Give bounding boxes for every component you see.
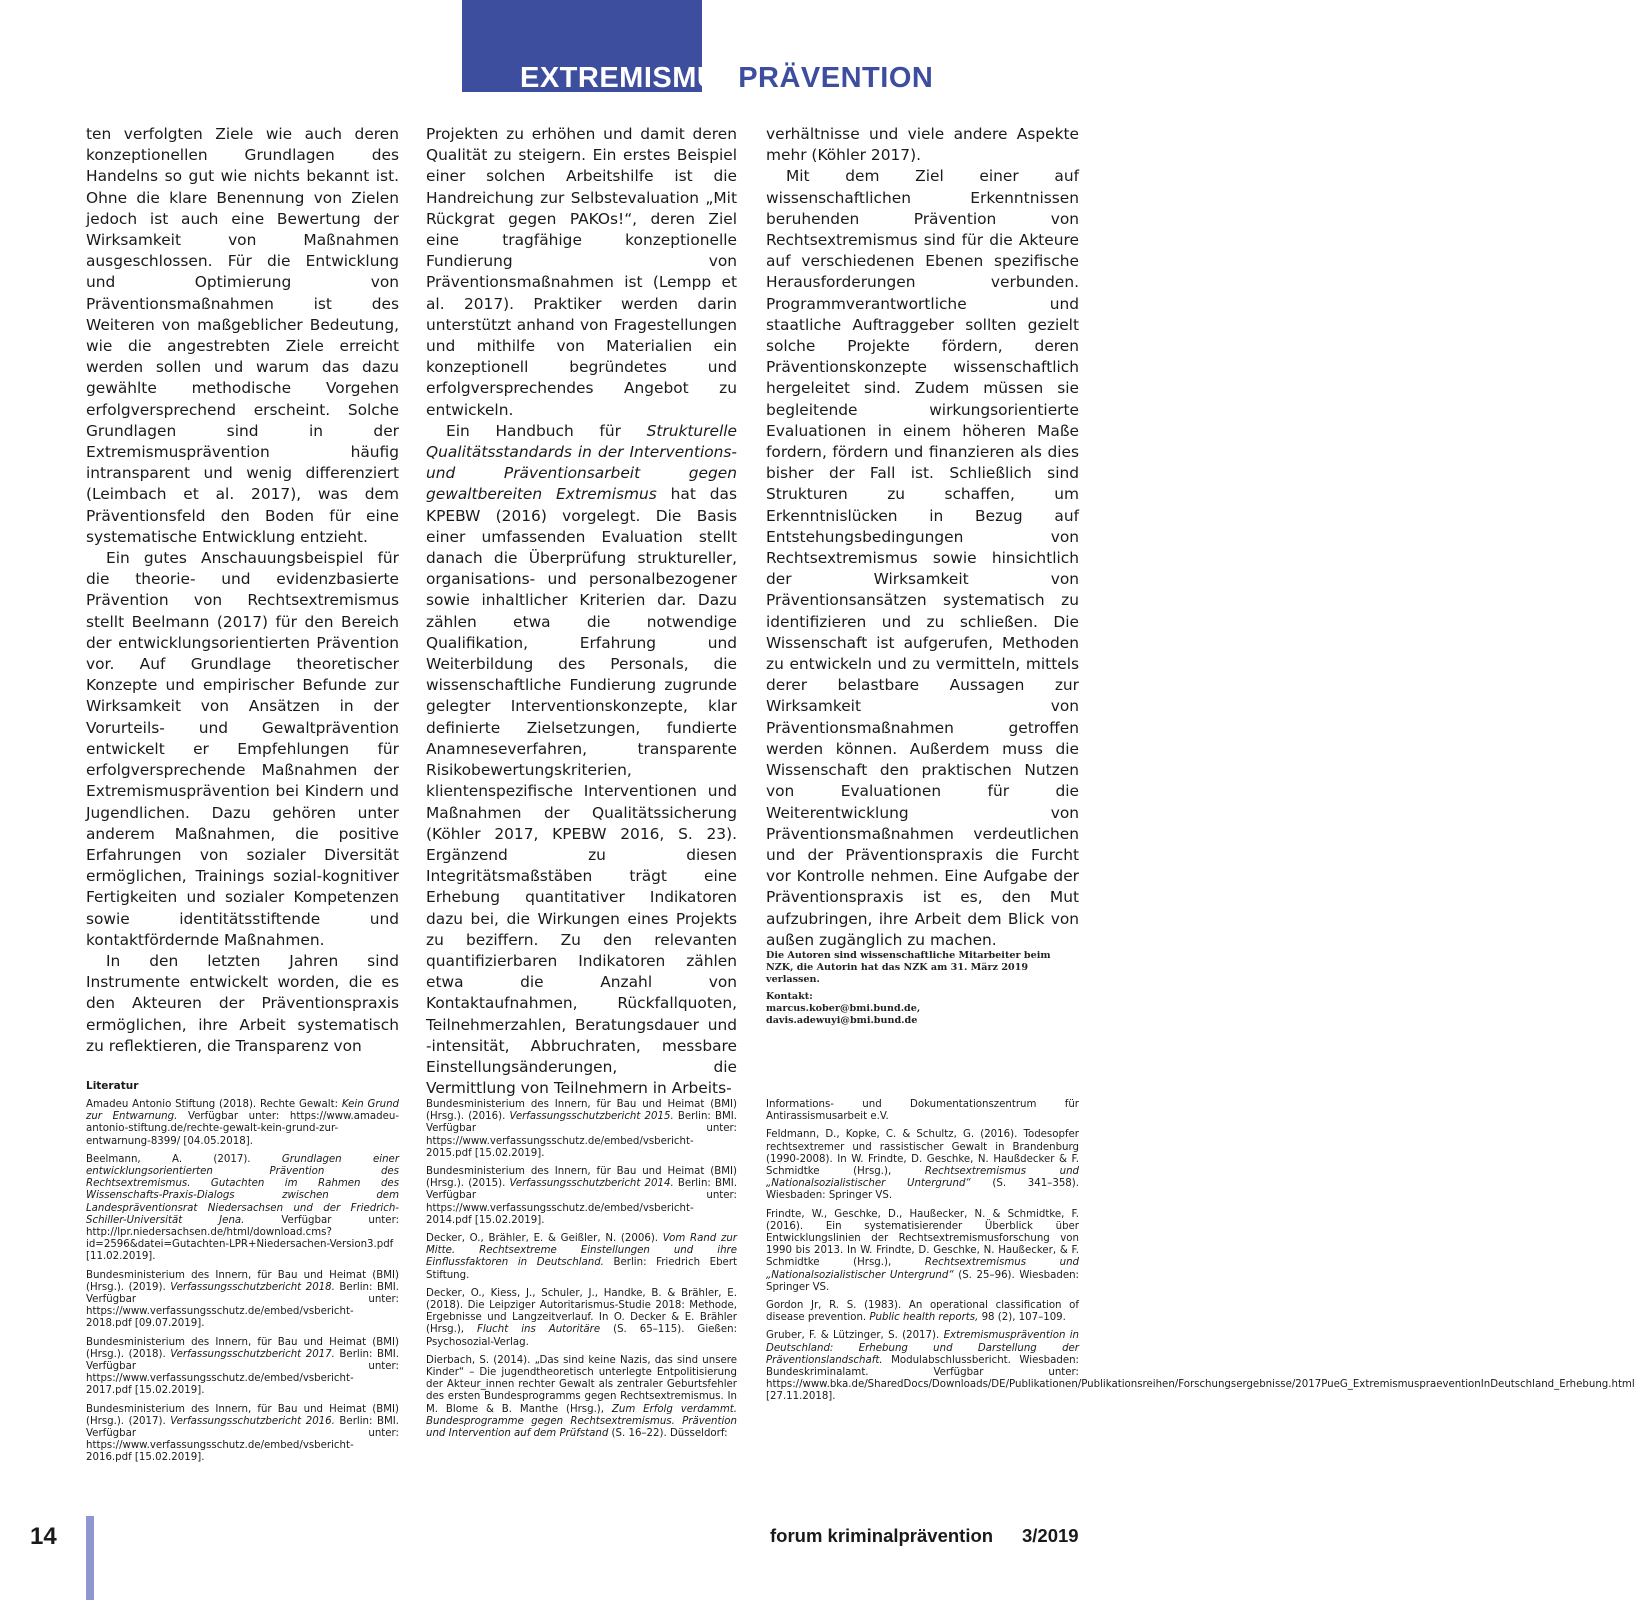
section-title-part2: PRÄVENTION: [738, 62, 934, 94]
literature-heading: Literatur: [86, 1080, 139, 1092]
reference-entry: Bundesministerium des Innern, für Bau und Heimat (BMI) (Hrsg.). (2015). Verfassungsschutzbericht 2014. Berlin: BMI. Verfügbar unter: https://www.verfassungsschutz.de/embed/vsbericht-2014.pdf [15.02.2019].: [426, 1166, 738, 1226]
body-paragraph: ten verfolgten Ziele wie auch deren konzeptionellen Grundlagen des Handelns so gut wie nichts bekannt ist. Ohne die klare Benennung von Zielen jedoch ist auch eine Bewertung der Wirksamkeit von Maßnahmen ausgeschlossen. Für die Entwicklung und Optimierung von Präventionsmaßnahmen ist des Weiteren von maßgeblicher Bedeutung, wie die angestrebten Ziele erreicht werden sollen und warum das dazu gewählte methodische Vorgehen erfolgversprechend erscheint. Solche Grundlagen sind in der Extremismusprävention häufig intransparent und wenig differenziert (Leimbach et al. 2017), was dem Präventionsfeld den Boden für eine systematische Entwicklung entzieht.: [86, 125, 399, 546]
reference-entry: Bundesministerium des Innern, für Bau und Heimat (BMI) (Hrsg.). (2018). Verfassungsschutzbericht 2017. Berlin: BMI. Verfügbar unter: https://www.verfassungsschutz.de/embed/vsbericht-2017.pdf [15.02.2019].: [86, 1336, 399, 1397]
body-text: hat das KPEBW (2016) vorgelegt. Die Basis einer umfassenden Evaluation stellt danach die Überprüfung struktureller, organisations- und personalbezogener sowie inhaltlicher Kriterien dar. Dazu zählen etwa die notwendige Qualifikation, Erfahrung und Weiterbildung des Personals, die wissenschaftliche Fundierung zugrunde gelegter Interventionskonzepte, klar definierte Zielsetzungen, fundierte Anamneseverfahren, transparente Risikobewertungskriterien, klientenspezifische Interventionen und Maßnahmen der Qualitätssicherung (Köhler 2017, KPEBW 2016, S. 23). Ergänzend zu diesen Integritätsmaßstäben trägt eine Erhebung quantitativer Indikatoren dazu bei, die Wirkungen eines Projekts zu beziffern. Zu den relevanten quantifizierbaren Indikatoren zählen etwa die Anzahl von Kontaktaufnahmen, Rückfallquoten, Teilnehmerzahlen, Beratungsdauer und -intensität, Abbruchraten, messbare Einstellungsänderungen, die Vermittlung von Teilnehmern in Arbeits-: [426, 485, 737, 1098]
body-text: Ein Handbuch für: [446, 421, 647, 440]
reference-entry: Bundesministerium des Innern, für Bau und Heimat (BMI) (Hrsg.). (2016). Verfassungsschutzbericht 2015. Berlin: BMI. Verfügbar unter: https://www.verfassungsschutz.de/embed/vsbericht-2015.pdf [15.02.2019].: [426, 1099, 738, 1159]
section-title: [520, 62, 933, 95]
author-note-text: Die Autoren sind wissenschaftliche Mitarbeiter beim NZK, die Autorin hat das NZK am 31. März 2019 verlassen.: [766, 950, 1051, 985]
contact-email: davis.adewuyi@bmi.bund.de: [766, 1015, 918, 1026]
issue-number: 3/2019: [1022, 1525, 1079, 1546]
body-paragraph: verhältnisse und viele andere Aspekte mehr (Köhler 2017).: [766, 125, 1079, 165]
reference-entry: Beelmann, A. (2017). Grundlagen einer entwicklungsorientierten Prävention des Rechtsextremismus. Gutachten im Rahmen des Wissenschafts-Praxis-Dialogs zwischen dem Landespräventionsrat Niedersachsen und der Friedrich-Schiller-Universität Jena. Verfügbar unter: http://lpr.niedersachsen.de/html/download.cms?id=2596&datei=Gutachten-LPR+Niedersachen-Version3.pdf [11.02.2019].: [86, 1153, 400, 1263]
page-number: 14: [30, 1523, 57, 1550]
section-title-part1: EXTREMISMUS: [520, 62, 739, 94]
reference-entry: Decker, O., Brähler, E. & Geißler, N. (2006). Vom Rand zur Mitte. Rechtsextreme Einstellungen und ihre Einflussfaktoren in Deutschland. Berlin: Friedrich Ebert Stiftung.: [426, 1233, 737, 1281]
literature-column-1: [86, 1099, 399, 1471]
reference-entry: Frindte, W., Geschke, D., Haußecker, N. & Schmidtke, F. (2016). Ein systematisierender Überblick über Entwicklungslinien der Rechtsextremismusforschung von 1990 bis 2013. In W. Frindte, D. Geschke, N. Haußecker, & F. Schmidtke (Hrsg.), Rechtsextremismus und „Nationalsozialistischer Untergrund“ (S. 25–96). Wiesbaden: Springer VS.: [766, 1208, 1079, 1293]
body-column-3: [766, 124, 1079, 951]
reference-entry: Amadeu Antonio Stiftung (2018). Rechte Gewalt: Kein Grund zur Entwarnung. Verfügbar unter: https://www.amadeu-antonio-stiftung.de/rechte-gewalt-kein-grund-zur-entwarnung-8399/ [04.05.2018].: [86, 1099, 399, 1147]
author-note: [766, 950, 1079, 1027]
body-column-1: [86, 124, 399, 1057]
contact-email: marcus.kober@bmi.bund.de,: [766, 1003, 921, 1014]
reference-entry: Informations- und Dokumentationszentrum für Antirassismusarbeit e.V.: [766, 1099, 1079, 1123]
body-paragraph: Ein gutes Anschauungsbeispiel für die theorie- und evidenzbasierte Prävention von Rechtsextremismus stellt Beelmann (2017) für den Bereich der entwicklungsorientierten Prävention vor. Auf Grundlage theoretischer Konzepte und empirischer Befunde zur Wirksamkeit von Ansätzen in der Vorurteils- und Gewaltprävention entwickelt er Empfehlungen für erfolgversprechende Maßnahmen der Extremismusprävention bei Kindern und Jugendlichen. Dazu gehören unter anderem Maßnahmen, die positive Erfahrungen von sozialer Diversität ermöglichen, Trainings sozial-kognitiver Fertigkeiten und sozialer Kompetenzen sowie identitätsstiftende und kontaktfördernde Maßnahmen.: [86, 549, 399, 949]
body-paragraph: Mit dem Ziel einer auf wissenschaftlichen Erkenntnissen beruhenden Prävention von Rechtsextremismus sind für die Akteure auf verschiedenen Ebenen spezifische Herausforderungen verbunden. Programmverantwortliche und staatliche Auftraggeber sollten gezielt solche Projekte fördern, deren Präventionskonzepte wissenschaftlich hergeleitet sind. Zudem müssen sie begleitende wirkungsorientierte Evaluationen in einem höheren Maße fordern, fördern und finanzieren als dies bisher der Fall ist. Schließlich sind Strukturen zu schaffen, um Erkenntnislücken in Bezug auf Entstehungsbedingungen von Rechtsextremismus sowie hinsichtlich der Wirksamkeit von Präventionsansätzen systematisch zu identifizieren und zu schließen. Die Wissenschaft ist aufgerufen, Methoden zu entwickeln und zu vermitteln, mittels derer belastbare Aussagen zur Wirksamkeit von Präventionsmaßnahmen getroffen werden können. Außerdem muss die Wissenschaft den praktischen Nutzen von Evaluationen für die Weiterentwicklung von Präventionsmaßnahmen verdeutlichen und der Präventionspraxis die Furcht vor Kontrolle nehmen. Eine Aufgabe der Präventionspraxis ist es, den Mut aufzubringen, ihre Arbeit dem Blick von außen zugänglich zu machen.: [766, 167, 1079, 949]
book-title: Strukturelle Qualitätsstandards in der Interventions- und Präventionsarbeit gegen gewaltbereiten Extremismus: [426, 421, 737, 504]
reference-entry: Bundesministerium des Innern, für Bau und Heimat (BMI) (Hrsg.). (2017). Verfassungsschutzbericht 2016. Berlin: BMI. Verfügbar unter: https://www.verfassungsschutz.de/embed/vsbericht-2016.pdf [15.02.2019].: [86, 1403, 399, 1464]
reference-entry: Bundesministerium des Innern, für Bau und Heimat (BMI) (Hrsg.). (2019). Verfassungsschutzbericht 2018. Berlin: BMI. Verfügbar unter: https://www.verfassungsschutz.de/embed/vsbericht-2018.pdf [09.07.2019].: [86, 1269, 399, 1330]
contact-label: Kontakt:: [766, 991, 813, 1002]
literature-column-2: [426, 1099, 737, 1446]
body-paragraph: In den letzten Jahren sind Instrumente entwickelt worden, die es den Akteuren der Präventionspraxis ermöglichen, ihre Arbeit systematisch zu reflektieren, die Transparenz von: [86, 951, 399, 1055]
reference-entry: Decker, O., Kiess, J., Schuler, J., Handke, B. & Brähler, E. (2018). Die Leipziger Autoritarismus-Studie 2018: Methode, Ergebnisse und Langzeitverlauf. In O. Decker & E. Brähler (Hrsg.), Flucht ins Autoritäre (S. 65–115). Gießen: Psychosozial-Verlag.: [426, 1287, 738, 1348]
magazine-name: forum kriminalprävention: [770, 1525, 994, 1546]
reference-entry: Feldmann, D., Kopke, C. & Schultz, G. (2016). Todesopfer rechtsextremer und rassistischer Gewalt in Brandenburg (1990-2008). In W. Frindte, D. Geschke, N. Haußdecker & F. Schmidtke (Hrsg.), Rechtsextremismus und „Nationalsozialistischer Untergrund“ (S. 341–358). Wiesbaden: Springer VS.: [766, 1129, 1079, 1202]
body-paragraph: [426, 421, 737, 1100]
reference-entry: Dierbach, S. (2014). „Das sind keine Nazis, das sind unsere Kinder“ – Die jugendtheoretisch unterlegte Entpolitisierung der Akteur_innen rechter Gewalt als zentraler Geburtsfehler des ersten Bundesprogramms gegen Rechtsextremismus. In M. Blome & B. Manthe (Hrsg.), Zum Erfolg verdammt. Bundesprogramme gegen Rechtsextremismus. Prävention und Intervention auf dem Prüfstand (S. 16–22). Düsseldorf:: [426, 1354, 737, 1440]
body-paragraph: Projekten zu erhöhen und damit deren Qualität zu steigern. Ein erstes Beispiel einer solchen Arbeitshilfe ist die Handreichung zur Selbstevaluation „Mit Rückgrat gegen PAKOs!“, deren Ziel eine tragfähige konzeptionelle Fundierung von Präventionsmaßnahmen ist (Lempp et al. 2017). Praktiker werden darin unterstützt anhand von Fragestellungen und mithilfe von Materialien ein konzeptionell begründetes und erfolgversprechendes Angebot zu entwickeln.: [426, 125, 737, 419]
reference-entry: Gruber, F. & Lützinger, S. (2017). Extremismusprävention in Deutschland: Erhebung und Darstellung der Präventionslandschaft. Modulabschlussbericht. Wiesbaden: Bundeskriminalamt. Verfügbar unter: https://www.bka.de/SharedDocs/Downloads/DE/Publikationen/Publikationsreihen/Forschungsergebnisse/2017PueG_ExtremismuspraeventionInDeutschland_Erhebung.html [27.11.2018].: [766, 1330, 1635, 1403]
reference-entry: Gordon Jr, R. S. (1983). An operational classification of disease prevention. Public health reports, 98 (2), 107–109.: [766, 1300, 1079, 1324]
footer-accent-bar: [86, 1516, 94, 1600]
body-column-2: [426, 124, 737, 1099]
literature-column-3: [766, 1099, 1635, 1410]
